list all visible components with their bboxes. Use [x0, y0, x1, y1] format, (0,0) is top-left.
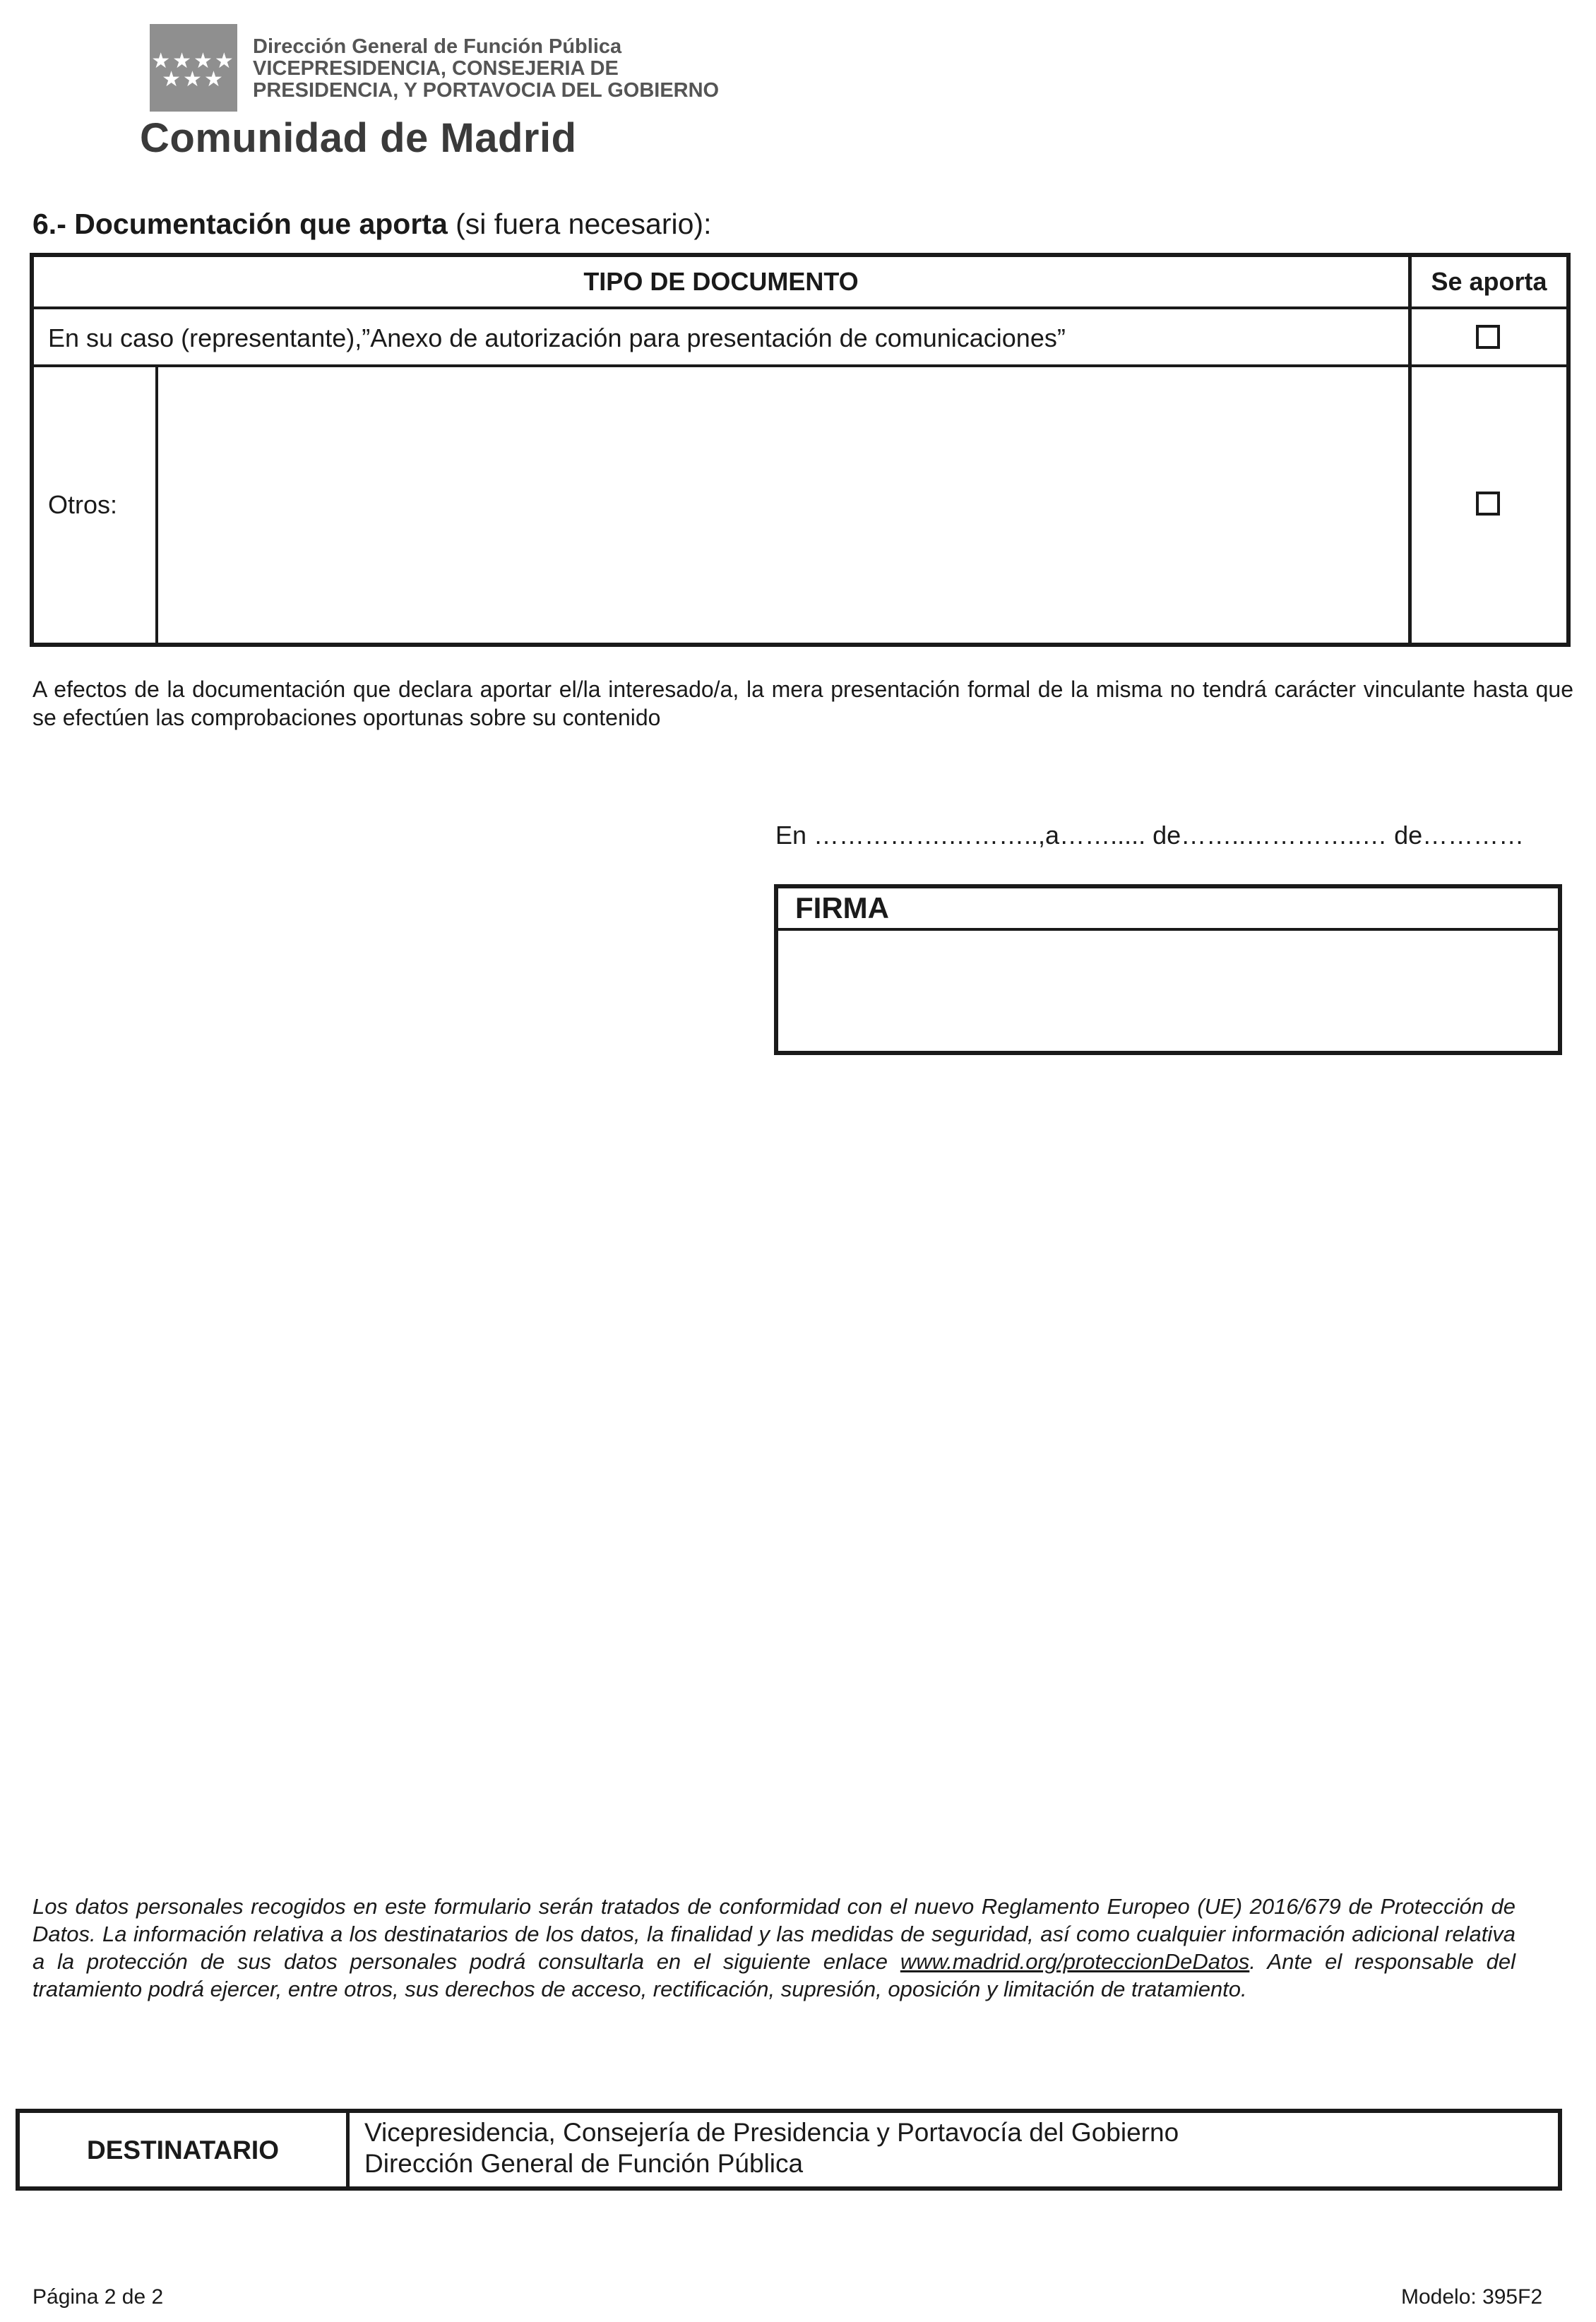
signature-box[interactable]	[774, 884, 1562, 1055]
header-org-line-1: Dirección General de Función Pública	[253, 35, 622, 58]
checkbox-otros[interactable]	[1476, 492, 1500, 516]
section-title-main: 6.- Documentación que aporta	[32, 208, 448, 240]
privacy-link[interactable]: www.madrid.org/proteccionDeDatos	[900, 1949, 1250, 1974]
privacy-text-2: . Ante el responsable del tratamiento podrá ejercer, entre otros, sus derechos de acceso, rectificación, supresión, oposición y limitación de tratamiento.	[32, 1949, 1515, 2001]
table-row-divider	[34, 364, 1566, 367]
destinatario-label: DESTINATARIO	[86, 2136, 279, 2165]
privacy-notice	[32, 1893, 1515, 2003]
signature-divider	[778, 928, 1558, 931]
documentation-table	[30, 253, 1571, 647]
header-org-line-3: PRESIDENCIA, Y PORTAVOCIA DEL GOBIERNO	[253, 79, 720, 102]
row-anexo-text: En su caso (representante),”Anexo de autorización para presentación de comunicaciones”	[48, 323, 1066, 352]
section-title	[32, 208, 711, 241]
model-number: Modelo: 395F2	[1401, 2285, 1543, 2309]
documentation-note: A efectos de la documentación que declara aportar el/la interesado/a, la mera presentación formal de la misma no tendrá carácter vinculante hasta que se efectúen las comprobaciones oportunas sobre su contenido	[32, 677, 1573, 730]
checkbox-anexo[interactable]	[1476, 325, 1500, 349]
column-header-tipo: TIPO DE DOCUMENTO	[583, 267, 859, 296]
column-header-aporta: Se aporta	[1431, 267, 1547, 296]
row-otros-label: Otros:	[48, 490, 118, 519]
header-org-line-2: VICEPRESIDENCIA, CONSEJERIA DE	[253, 57, 619, 80]
otros-input-area[interactable]	[161, 370, 1404, 638]
section-title-qualifier: (si fuera necesario):	[447, 208, 712, 240]
place-date-line[interactable]: En …………….………..,a……..... de……..…………..… de…………	[775, 821, 1525, 850]
destinatario-line-1: Vicepresidencia, Consejería de Presidencia y Portavocía del Gobierno	[364, 2118, 1179, 2147]
destinatario-divider	[346, 2113, 350, 2186]
signature-label: FIRMA	[795, 891, 889, 924]
table-column-divider	[1408, 257, 1412, 643]
page-number: Página 2 de 2	[32, 2285, 164, 2309]
header-title: Comunidad de Madrid	[140, 115, 577, 161]
privacy-text-1: Los datos personales recogidos en este formulario serán tratados de conformidad con el nuevo Reglamento Europeo (UE) 2016/679 de Protección de Datos. La información relativa a los destinatarios de los datos, la finalidad y las medidas de seguridad, así como cualquier información adicional relativa a la protección de sus datos personales podrá consultarla en el siguiente enlace	[32, 1894, 1515, 1974]
destinatario-line-2: Dirección General de Función Pública	[364, 2149, 804, 2178]
stars-icon: ★★★★ ★★★	[151, 49, 236, 91]
table-header-divider	[34, 306, 1566, 309]
destinatario-box	[16, 2109, 1562, 2191]
otros-label-divider	[155, 367, 158, 643]
